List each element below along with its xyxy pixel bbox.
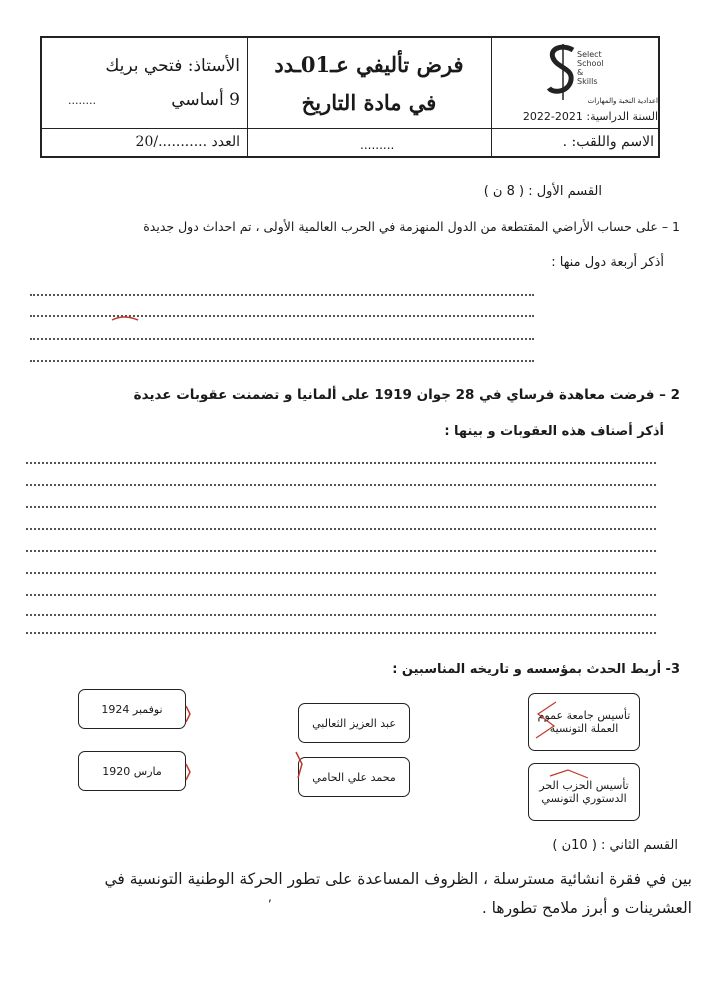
pen-mark-icon (548, 766, 592, 786)
founder-box: عبد العزيز الثعالبي (298, 703, 410, 743)
answer-line (30, 360, 534, 362)
q3-text: 3- أربط الحدث بمؤسسه و تاريخه المناسبين : (392, 662, 680, 677)
stray-mark: , (268, 890, 272, 904)
answer-line (26, 484, 656, 486)
q1-instruction: أذكر أربعة دول منها : (551, 255, 664, 270)
founder-box: محمد علي الحامي (298, 757, 410, 797)
class-dots: ........ (68, 94, 96, 107)
class-label: 9 أساسي (171, 90, 240, 110)
logo-text (577, 50, 604, 86)
answer-line (26, 572, 656, 574)
answer-line (26, 528, 656, 530)
pen-mark-icon (292, 750, 308, 780)
logo-word: & (577, 68, 584, 77)
score-field: العدد .........../20 (135, 134, 240, 150)
date-box: مارس 1920 (78, 751, 186, 791)
pen-mark-icon (530, 700, 560, 740)
answer-line (26, 594, 656, 596)
pen-mark-icon (183, 762, 193, 782)
answer-line (26, 506, 656, 508)
section2-heading: القسم الثاني : ( 10ن ) (552, 838, 678, 853)
logo-subtitle: اعدادية النخبة والمهارات (587, 97, 658, 105)
date-box: نوفمبر 1924 (78, 689, 186, 729)
essay-prompt-line2: العشرينات و أبرز ملامح تطورها . (481, 899, 692, 917)
pen-mark-icon (183, 704, 193, 724)
answer-line (30, 338, 534, 340)
event-box: تأسيس الحزب الحر الدستوري التونسي (528, 763, 640, 821)
student-name-field: الاسم واللقب: . (562, 134, 654, 150)
answer-line (26, 614, 656, 616)
pen-mark-icon (110, 314, 140, 324)
class-level (50, 90, 240, 110)
logo-word: Select (577, 50, 602, 59)
section1-heading: القسم الأول : ( 8 ن ) (483, 184, 602, 199)
answer-line (30, 315, 534, 317)
essay-prompt-line1: بين في فقرة انشائية مسترسلة ، الظروف المساعدة على تطور الحركة الوطنية التونسية في (104, 870, 692, 888)
header-divider-right (491, 38, 492, 156)
answer-line (26, 462, 656, 464)
logo-word: Skills (577, 77, 598, 86)
event-box: تأسيس جامعة عموم العملة التونسية (528, 693, 640, 751)
q2-instruction: أذكر أصناف هذه العقوبات و بينها : (444, 424, 664, 439)
q1-text: 1 – على حساب الأراضي المقتطعة من الدول المنهزمة في الحرب العالمية الأولى ، تم احداث دول جديدة (143, 219, 680, 234)
middle-dots: ......... (360, 138, 395, 152)
answer-line (26, 550, 656, 552)
exam-subject: في مادة التاريخ (301, 90, 437, 115)
header-divider-row (42, 128, 658, 129)
exam-title: فرض تأليفي عـ01ـدد (274, 52, 464, 77)
answer-line (30, 294, 534, 296)
logo-word: School (577, 59, 604, 68)
teacher-name: الأستاذ: فتحي بريك (105, 56, 240, 76)
school-year: السنة الدراسية: 2021-2022 (522, 110, 658, 123)
answer-line (26, 632, 656, 634)
school-logo (537, 42, 657, 102)
header-table (40, 36, 660, 158)
q2-text: 2 – فرضت معاهدة فرساي في 28 جوان 1919 على ألمانيا و تضمنت عقوبات عديدة (133, 387, 680, 403)
